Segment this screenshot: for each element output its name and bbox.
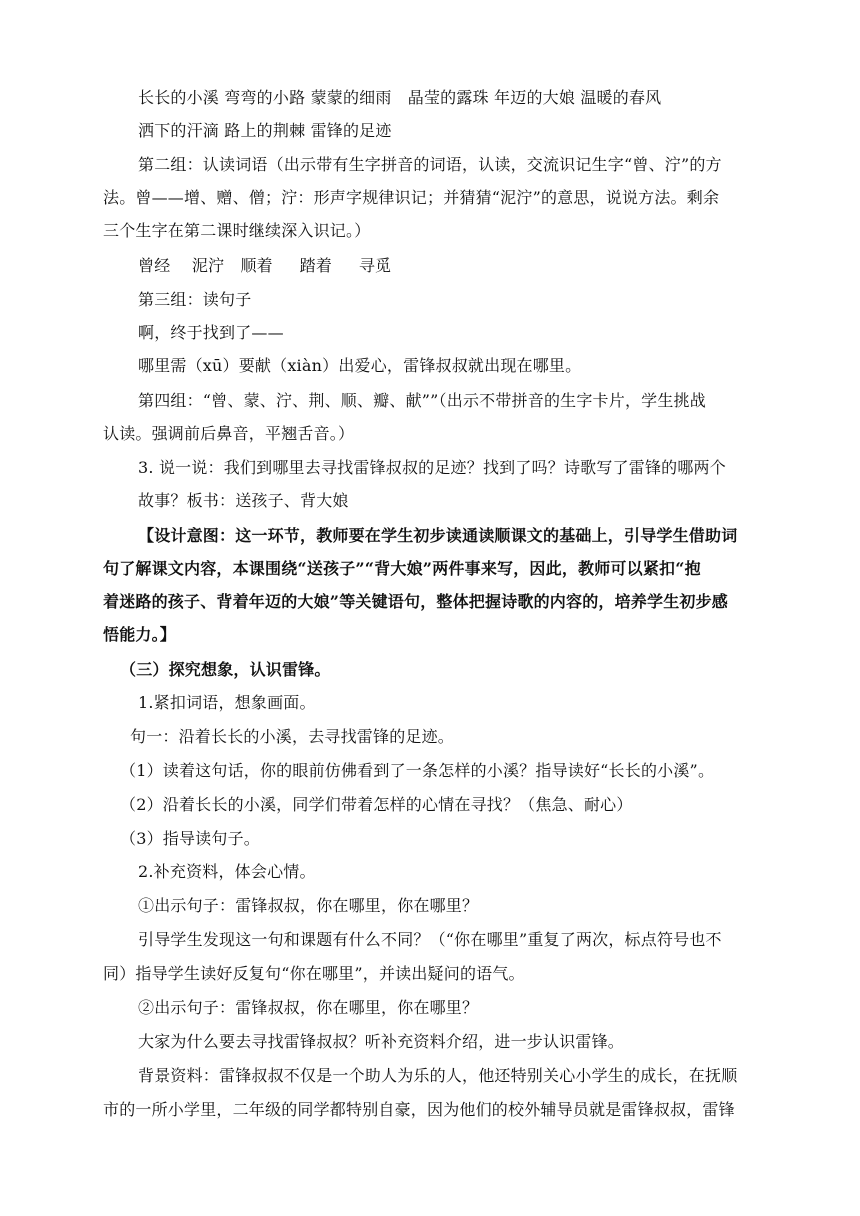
- section-heading: （三）探究想象，认识雷锋。: [120, 660, 331, 679]
- text-line: ②出示句子：雷锋叔叔，你在哪里，你在哪里？: [138, 998, 479, 1017]
- text-line: 长长的小溪 弯弯的小路 蒙蒙的细雨 晶莹的露珠 年迈的大娘 温暖的春风: [138, 88, 662, 107]
- text-line: 市的一所小学里，二年级的同学都特别自豪，因为他们的校外辅导员就是雷锋叔叔，雷锋: [103, 1100, 735, 1119]
- text-line: 第三组：读句子: [138, 290, 252, 309]
- text-line: 3. 说一说：我们到哪里去寻找雷锋叔叔的足迹？找到了吗？诗歌写了雷锋的哪两个: [138, 458, 726, 477]
- text-line: 引导学生发现这一句和课题有什么不同？（“你在哪里”重复了两次，标点符号也不: [138, 930, 722, 949]
- text-line: 第四组：“曾、蒙、泞、荆、顺、瓣、献””（出示不带拼音的生字卡片，学生挑战: [138, 391, 706, 410]
- text-line: 啊，终于找到了——: [138, 323, 284, 342]
- text-line: （1）读着这句话，你的眼前仿佛看到了一条怎样的小溪？指导读好“长长的小溪”。: [120, 761, 715, 780]
- text-line: 故事？板书：送孩子、背大娘: [138, 491, 349, 510]
- text-line: 第二组：认读词语（出示带有生字拼音的词语，认读，交流识记生字“曾、泞”的方: [138, 155, 722, 174]
- text-line: 三个生字在第二课时继续深入识记。）: [103, 221, 371, 240]
- vocabulary-row: 曾经 泥泞 顺着 踏着 寻觅: [138, 256, 392, 275]
- text-line: 2.补充资料，体会心情。: [138, 862, 316, 881]
- text-line: 背景资料：雷锋叔叔不仅是一个助人为乐的人，他还特别关心小学生的成长，在抚顺: [138, 1066, 738, 1085]
- text-line: 句一：沿着长长的小溪，去寻找雷锋的足迹。: [130, 727, 455, 746]
- text-line: 大家为什么要去寻找雷锋叔叔？听补充资料介绍，进一步认识雷锋。: [138, 1032, 625, 1051]
- text-line: 同）指导学生读好反复句“你在哪里”，并读出疑问的语气。: [103, 964, 525, 983]
- design-intent-line: 着迷路的孩子、背着年迈的大娘”等关键语句，整体把握诗歌的内容的，培养学生初步感: [103, 592, 729, 611]
- text-line: （2）沿着长长的小溪，同学们带着怎样的心情在寻找？（焦急、耐心）: [120, 795, 633, 814]
- text-line: 哪里需（xū）要献（xiàn）出爱心，雷锋叔叔就出现在哪里。: [138, 356, 582, 375]
- text-line: （3）指导读句子。: [120, 829, 260, 848]
- text-line: ①出示句子：雷锋叔叔，你在哪里，你在哪里？: [138, 896, 479, 915]
- text-line: 洒下的汗滴 路上的荆棘 雷锋的足迹: [138, 121, 392, 140]
- text-line: 法。曾——增、赠、僧；泞：形声字规律识记；并猜猜“泥泞”的意思，说说方法。剩余: [103, 188, 720, 207]
- design-intent-line: 悟能力。】: [103, 625, 177, 644]
- text-line: 认读。强调前后鼻音，平翘舌音。）: [103, 424, 355, 443]
- design-intent-line: 句了解课文内容，本课围绕“送孩子”“背大娘”两件事来写，因此，教师可以紧扣“抱: [103, 559, 701, 578]
- text-line: 1.紧扣词语，想象画面。: [138, 693, 316, 712]
- design-intent-line: 【设计意图：这一环节，教师要在学生初步读通读顺课文的基础上，引导学生借助词: [138, 526, 738, 545]
